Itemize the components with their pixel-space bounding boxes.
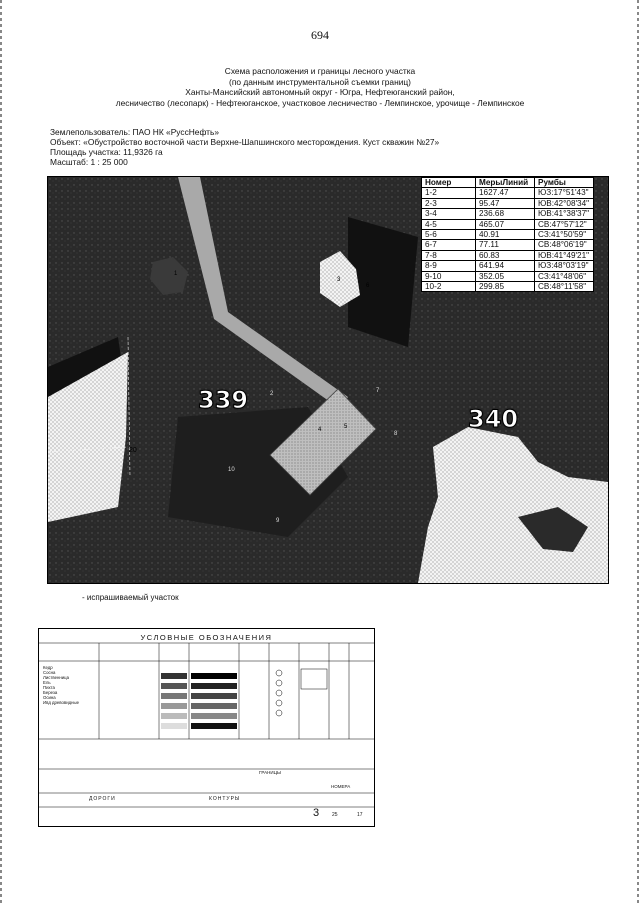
quarter-number-339: 339: [198, 386, 249, 414]
cell: 352.05: [476, 271, 535, 281]
vydel-label: 8: [394, 431, 398, 437]
cell: 77.11: [476, 240, 535, 250]
cell: 465.07: [476, 219, 535, 229]
boundaries-heading: ГРАНИЦЫ: [259, 770, 281, 775]
numbers-heading: НОМЕРА: [331, 784, 351, 789]
table-row: [422, 198, 594, 208]
vydel-label: 7: [376, 388, 380, 394]
map-scale: Масштаб: 1 : 25 000: [50, 157, 128, 167]
cell: СЗ:41°48'06": [535, 271, 594, 281]
species-item: Осина: [43, 695, 56, 700]
table-row: [422, 250, 594, 260]
cell: ЮВ:41°49'21": [535, 250, 594, 260]
cell: СЗ:41°50'59": [535, 230, 594, 240]
object-description: Объект: «Обустройство восточной части Верхне-Шапшинского месторождения. Куст скважин №27»: [50, 137, 440, 147]
quarter-number-340: 340: [468, 405, 519, 433]
species-item: Ель: [43, 680, 51, 685]
cell: ЮВ:41°38'37": [535, 209, 594, 219]
vydel-label: 6: [366, 283, 370, 289]
table-header-row: [422, 178, 594, 188]
distance-table: [421, 177, 594, 292]
table-row: [422, 209, 594, 219]
cell: 10-2: [422, 282, 476, 292]
table-row: [422, 282, 594, 292]
table-row: [422, 240, 594, 250]
vydel-label: 4: [318, 427, 322, 433]
requested-plot-swatch: [58, 593, 80, 602]
species-item: Береза: [43, 690, 58, 695]
document-header: [40, 66, 600, 108]
cell: СВ:48°11'58": [535, 282, 594, 292]
vydel-label: 1: [174, 271, 178, 277]
table-row: [422, 230, 594, 240]
cell: 299.85: [476, 282, 535, 292]
cell: ЮВ:42°08'34": [535, 198, 594, 208]
vydel-label: 20: [129, 447, 137, 454]
vydel-label: 3: [337, 277, 341, 283]
cell: ЮЗ:17°51'43": [535, 188, 594, 198]
contours-heading: КОНТУРЫ: [209, 796, 241, 802]
table-row: [422, 219, 594, 229]
cell: 641.94: [476, 261, 535, 271]
cell: 7-8: [422, 250, 476, 260]
column-header: Номер: [422, 178, 476, 188]
plot-area: Площадь участка: 11,9326 га: [50, 147, 163, 157]
land-user: Землепользователь: ПАО НК «РуссНефть»: [50, 127, 220, 137]
species-item: Ивд древовидные: [43, 700, 79, 705]
species-list: [43, 665, 79, 705]
conventions-title: УСЛОВНЫЕ ОБОЗНАЧЕНИЯ: [140, 633, 273, 642]
cell: 95.47: [476, 198, 535, 208]
vydel-label: 2: [270, 391, 274, 397]
forest-map: [47, 176, 609, 584]
header-line-3: Ханты-Мансийский автономный округ - Югра, Нефтеюганский район,: [185, 87, 455, 97]
cell: 8-9: [422, 261, 476, 271]
conventions-legend: [38, 628, 375, 827]
cell: СВ:48°06'19": [535, 240, 594, 250]
cell: 2-3: [422, 198, 476, 208]
cell: 236.68: [476, 209, 535, 219]
column-header: Румбы: [535, 178, 594, 188]
cell: 4-5: [422, 219, 476, 229]
page-number: 694: [311, 28, 329, 42]
table-row: [422, 188, 594, 198]
cell: ЮЗ:48°03'19": [535, 261, 594, 271]
cell: 3-4: [422, 209, 476, 219]
cell: 1627.47: [476, 188, 535, 198]
column-header: МерыЛиний: [476, 178, 535, 188]
species-item: Лиственница: [43, 675, 69, 680]
number-sample: 3: [313, 807, 320, 819]
number-sample: 25: [332, 812, 338, 818]
cell: 9-10: [422, 271, 476, 281]
vydel-label: 10: [228, 467, 235, 473]
cell: 1-2: [422, 188, 476, 198]
requested-plot-legend: - испрашиваемый участок: [82, 593, 179, 602]
species-item: Пихта: [43, 685, 55, 690]
plot-metadata: [50, 127, 570, 167]
cell: 60.83: [476, 250, 535, 260]
vydel-label: 9: [276, 518, 280, 524]
table-row: [422, 261, 594, 271]
header-line-2: (по данным инструментальной съемки границ): [229, 76, 411, 87]
species-item: Сосна: [43, 670, 56, 675]
cell: 5-6: [422, 230, 476, 240]
species-item: Кедр: [43, 665, 53, 670]
table-row: [422, 271, 594, 281]
header-line-4: лесничество (лесопарк) - Нефтеюганское, участковое лесничество - Лемпинское, урочище - Лемпинское: [115, 97, 525, 108]
cell: 40.91: [476, 230, 535, 240]
number-sample: 17: [357, 812, 363, 818]
cell: 6-7: [422, 240, 476, 250]
roads-heading: ДОРОГИ: [89, 796, 116, 802]
cell: СВ:47°57'12": [535, 219, 594, 229]
header-line-1: Схема расположения и границы лесного участка: [224, 66, 416, 76]
vydel-label: 5: [344, 424, 348, 430]
